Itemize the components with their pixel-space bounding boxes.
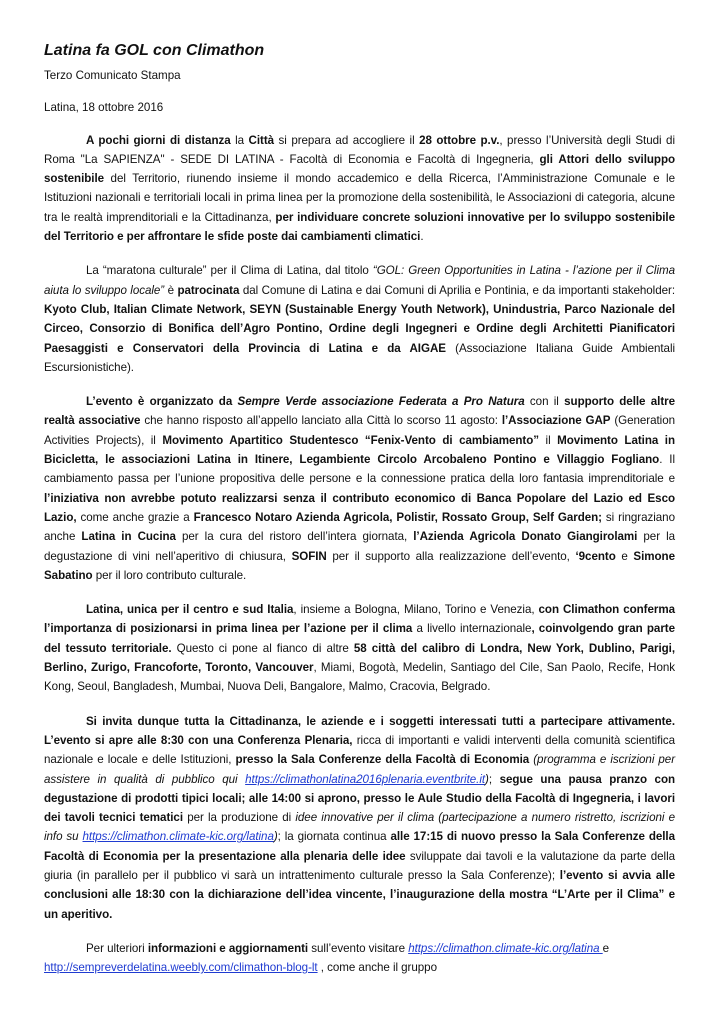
- text-run: A pochi giorni di distanza: [86, 133, 231, 147]
- document-date: Latina, 18 ottobre 2016: [44, 101, 164, 115]
- text-run: Latina, unica per il centro e sud Italia: [86, 603, 294, 617]
- text-run: Sempre Verde associazione Federata a Pro Natura: [237, 395, 525, 409]
- text-run: ): [485, 772, 489, 786]
- text-run: ; la giornata continua: [277, 830, 391, 844]
- text-run: Latina in Cucina: [81, 530, 176, 544]
- text-run: Città: [248, 133, 275, 147]
- text-run: l’evento si avvia alle conclusioni alle 18:30 con la dichiarazione dell’idea vincente, l’inaugurazione della mostra “L’Arte per il Clima” e un aperitivo.: [44, 868, 675, 921]
- text-run: sviluppate dai tavoli e la valutazione da parte della giuria (in parallelo per il pubblico vi sarà un intrattenimento culturale presso la Sala Conferenze);: [44, 849, 675, 882]
- text-run: Movimento Latina in Bicicletta, le associazioni Latina in Itinere, Legambiente Circolo Arcobaleno Pontino e Villaggio Fogliano: [44, 433, 675, 467]
- text-run: presso la Sala Conferenze della Facoltà di Economia: [235, 753, 530, 767]
- paragraph-more-info: [44, 939, 675, 978]
- text-run: per la cura del ristoro dell’intera giornata,: [175, 530, 414, 544]
- document-link[interactable]: https://climathon.climate-kic.org/latina: [82, 830, 274, 844]
- text-run: , presso l’Università degli Studi di Roma "La SAPIENZA" - SEDE DI LATINA - Facoltà di Economia e Facoltà di Ingegneria,: [44, 133, 675, 166]
- text-run: per individuare concrete soluzioni innovative per lo sviluppo sostenibile del Territorio e per affrontare le sfide poste dai cambiamenti climatici: [44, 210, 675, 244]
- text-run: Kyoto Club, Italian Climate Network, SEYN (Sustainable Energy Youth Network), Unindustria, Parco Nazionale del Circeo, Consorzio di Bonifica dell’Agro Pontino, Ordine degli Ingegneri e Ordine degli Architetti Pianificatori Paesaggisti e Conservatori della Provincia di Latina e da AIGAE: [44, 302, 675, 355]
- text-run: si ringraziano anche: [44, 510, 675, 544]
- text-run: (Associazione Italiana Guide Ambientali Escursionistiche).: [44, 341, 675, 374]
- paragraph-program: [44, 712, 675, 924]
- document-title: Latina fa GOL con Climathon: [44, 42, 265, 59]
- text-run: , insieme a Bologna, Milano, Torino e Venezia,: [293, 603, 539, 617]
- text-run: e: [615, 549, 634, 563]
- text-run: (Generation Activities Projects), il: [44, 414, 676, 447]
- text-run: supporto delle altre realtà associative: [44, 395, 675, 428]
- paragraph-patronage: [44, 261, 675, 377]
- text-run: per il loro contributo culturale.: [92, 568, 247, 582]
- text-run: Questo ci pone al fianco di altre: [171, 641, 354, 655]
- text-run: (programma e iscrizioni per assistere in qualità di pubblico qui: [44, 753, 676, 786]
- text-run: 28 ottobre p.v.: [419, 133, 500, 147]
- text-run: Simone Sabatino: [44, 549, 675, 582]
- text-run: dal Comune di Latina e dai Comuni di Aprilia e Pontinia, e da importanti stakeholder:: [239, 283, 675, 297]
- text-run: con il: [524, 395, 565, 409]
- text-run: Movimento Apartitico Studentesco “Fenix-Vento di cambiamento”: [162, 433, 540, 447]
- text-run: che hanno risposto all’appello lanciato alla Città lo scorso 11 agosto:: [140, 414, 502, 428]
- text-run: ): [273, 830, 278, 844]
- text-run: Si invita dunque tutta la Cittadinanza, le aziende e i soggetti interessati tutti a partecipare attivamente. L’evento si apre alle 8:30 con una Conferenza Plenaria,: [44, 714, 675, 747]
- text-run: informazioni e aggiornamenti: [147, 941, 309, 955]
- document-subtitle: Terzo Comunicato Stampa: [44, 69, 181, 82]
- text-run: del Territorio, riunendo insieme il mondo accademico e della Ricerca, l’Amministrazione Comunale e le Istituzioni nazionali e territoriali locali in prima linea per la promozione della sostenibilità, le Associazioni di categoria, alcune tra le realtà imprenditoriali e la Cittadinanza,: [44, 172, 675, 224]
- text-run: per la degustazione di vini nell’aperitivo di chiusura,: [44, 530, 675, 563]
- text-run: patrocinata: [177, 283, 240, 297]
- text-run: a livello internazionale: [412, 622, 532, 636]
- document-link[interactable]: http://sempreverdelatina.weebly.com/climathon-blog-lt: [44, 961, 318, 975]
- text-run: Per ulteriori: [86, 941, 148, 955]
- text-run: SOFIN: [291, 549, 327, 563]
- text-run: è: [164, 283, 178, 297]
- text-run: la: [230, 133, 249, 147]
- text-run: ricca di importanti e validi interventi della comunità scientifica nazionale e locale e delle Istituzioni,: [44, 733, 675, 767]
- text-run: il: [539, 433, 558, 447]
- text-run: l’Azienda Agricola Donato Giangirolami: [413, 530, 638, 544]
- text-run: come anche grazie a: [76, 510, 194, 524]
- text-run: l’Associazione GAP: [501, 414, 611, 428]
- document-link[interactable]: https://climathonlatina2016plenaria.eventbrite.it: [245, 772, 486, 786]
- text-run: e: [602, 941, 610, 955]
- text-run: con Climathon conferma l’importanza di posizionarsi in prima linea per l’azione per il clima: [44, 603, 675, 636]
- text-run: L’evento è organizzato da: [86, 395, 238, 409]
- text-run: si prepara ad accogliere il: [274, 133, 420, 147]
- paragraph-cities: [44, 600, 675, 696]
- text-run: .: [420, 230, 424, 244]
- text-run: “GOL: Green Opportunities in Latina - l’azione per il Clima aiuta lo sviluppo locale”: [44, 264, 675, 297]
- text-run: per il supporto alla realizzazione dell’evento,: [326, 549, 576, 563]
- text-run: 58 città del calibro di Londra, New York, Dublino, Parigi, Berlino, Zurigo, Francoforte, Toronto, Vancouver: [44, 641, 676, 675]
- text-run: idee innovative per il clima (partecipazione a numero ristretto, iscrizioni e info su: [44, 811, 675, 844]
- text-run: segue una pausa pranzo con degustazione di prodotti tipici locali; alle 14:00 si aprono, presso le Aule Studio della Facoltà di Ingegneria, i lavori dei tavoli tecnici tematici: [44, 772, 676, 825]
- text-run: La “maratona culturale” per il Clima di Latina, dal titolo: [86, 264, 373, 278]
- text-run: . Il cambiamento passa per l’unione propositiva delle persone e la connessione pratica della loro fantasia imprenditoriale e: [44, 453, 675, 486]
- paragraph-organizers: [44, 392, 675, 585]
- text-run: , coinvolgendo gran parte del tessuto territoriale.: [44, 622, 675, 655]
- text-run: ‘9cento: [575, 549, 616, 563]
- text-run: Francesco Notaro Azienda Agricola, Polistir, Rossato Group, Self Garden;: [193, 510, 602, 524]
- text-run: , come anche il gruppo: [317, 961, 437, 975]
- document-link[interactable]: https://climathon.climate-kic.org/latina: [408, 941, 603, 955]
- text-run: sull’evento visitare: [308, 941, 409, 955]
- text-run: alle 17:15 di nuovo presso la Sala Conferenze della Facoltà di Economia per la presentazione alla plenaria delle idee: [44, 830, 675, 863]
- text-run: ;: [488, 772, 500, 786]
- text-run: l’iniziativa non avrebbe potuto realizzarsi senza il contributo economico di Banca Popolare del Lazio ed Esco Lazio,: [44, 491, 675, 524]
- text-run: gli Attori dello sviluppo sostenibile: [44, 152, 676, 186]
- text-run: per la produzione di: [183, 811, 296, 825]
- text-run: , Miami, Bogotà, Medelin, Santiago del Cile, San Paolo, Recife, Honk Kong, Seoul, Bangladesh, Mumbai, Nuova Deli, Bangalore, Malmo, Cracovia, Belgrado.: [44, 661, 675, 694]
- paragraph-intro: [44, 131, 675, 247]
